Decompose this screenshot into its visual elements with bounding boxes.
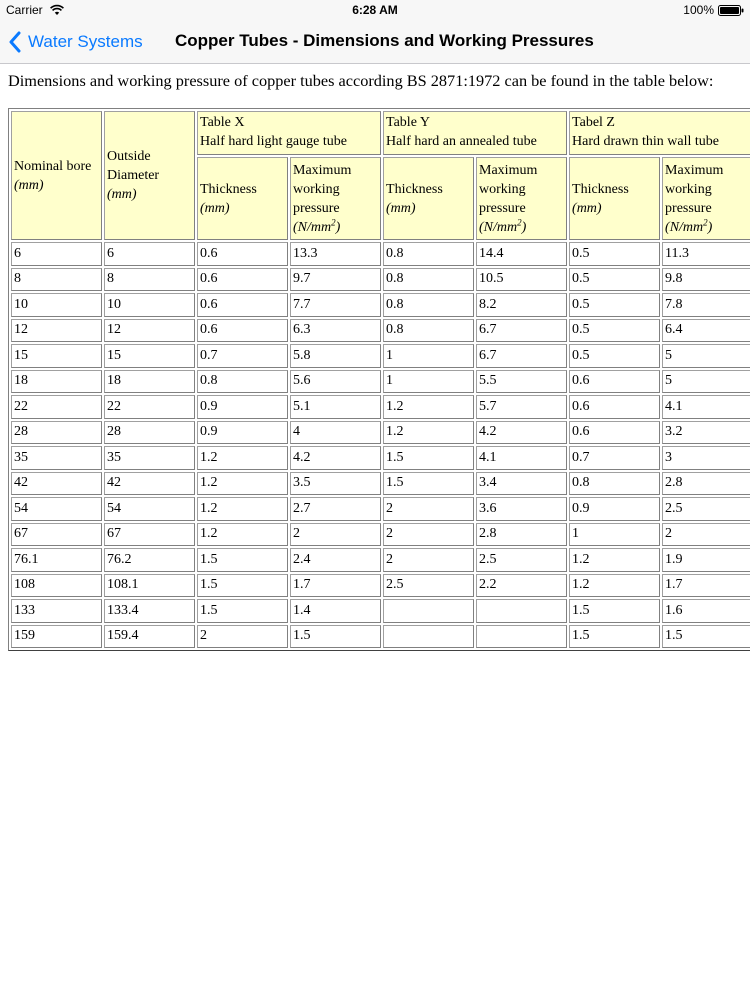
back-button[interactable] bbox=[8, 28, 143, 56]
y-pressure-cell: 6.7 bbox=[476, 344, 567, 368]
thickness-label: Thickness bbox=[200, 181, 257, 197]
pressure-unit: $(N/mm^2)$ bbox=[665, 216, 713, 235]
z-pressure-cell: 5 bbox=[662, 344, 750, 368]
y-pressure-cell: 2.8 bbox=[476, 523, 567, 547]
x-pressure-cell: 1.5 bbox=[290, 625, 381, 649]
carrier-label: Carrier bbox=[6, 3, 43, 17]
y-thickness-cell: 0.8 bbox=[383, 319, 474, 343]
pressure-label: Maximum working pressure bbox=[665, 162, 724, 216]
y-thickness-cell bbox=[383, 599, 474, 623]
outside-diameter-cell: 35 bbox=[104, 446, 195, 470]
table-row bbox=[11, 242, 750, 266]
x-pressure-cell: 7.7 bbox=[290, 293, 381, 317]
y-thickness-cell: 0.8 bbox=[383, 268, 474, 292]
x-thickness-cell: 1.5 bbox=[197, 574, 288, 598]
outside-diameter-cell: 15 bbox=[104, 344, 195, 368]
z-pressure-cell: 3.2 bbox=[662, 421, 750, 445]
z-pressure-cell: 11.3 bbox=[662, 242, 750, 266]
table-row bbox=[11, 599, 750, 623]
z-thickness-cell: 0.6 bbox=[569, 395, 660, 419]
x-pressure-cell: 4 bbox=[290, 421, 381, 445]
y-thickness-cell: 0.8 bbox=[383, 293, 474, 317]
y-pressure-cell: 8.2 bbox=[476, 293, 567, 317]
z-pressure-cell: 4.1 bbox=[662, 395, 750, 419]
z-pressure-cell: 6.4 bbox=[662, 319, 750, 343]
x-thickness-cell: 2 bbox=[197, 625, 288, 649]
x-thickness-cell: 0.7 bbox=[197, 344, 288, 368]
content-area bbox=[8, 70, 742, 651]
header-table-y bbox=[383, 111, 567, 155]
z-thickness-cell: 0.9 bbox=[569, 497, 660, 521]
outside-diameter-cell: 12 bbox=[104, 319, 195, 343]
pressure-label: Maximum working pressure bbox=[293, 162, 352, 216]
table-row bbox=[11, 268, 750, 292]
table-row bbox=[11, 319, 750, 343]
table-row bbox=[11, 574, 750, 598]
status-bar bbox=[0, 0, 750, 20]
x-thickness-cell: 0.6 bbox=[197, 319, 288, 343]
pressure-unit: $(N/mm^2)$ bbox=[293, 216, 341, 235]
y-pressure-cell: 2.2 bbox=[476, 574, 567, 598]
table-row bbox=[11, 472, 750, 496]
y-thickness-cell: 2 bbox=[383, 523, 474, 547]
x-thickness-cell: 0.6 bbox=[197, 293, 288, 317]
x-thickness-cell: 1.2 bbox=[197, 446, 288, 470]
nominal-bore-cell: 22 bbox=[11, 395, 102, 419]
table-row bbox=[11, 523, 750, 547]
x-pressure-cell: 1.7 bbox=[290, 574, 381, 598]
x-pressure-cell: 2.7 bbox=[290, 497, 381, 521]
z-thickness-cell: 1.2 bbox=[569, 574, 660, 598]
y-pressure-cell bbox=[476, 625, 567, 649]
header-y-pressure bbox=[476, 157, 567, 240]
x-thickness-cell: 1.5 bbox=[197, 548, 288, 572]
table-x-name: Table X bbox=[200, 115, 245, 130]
y-pressure-cell: 10.5 bbox=[476, 268, 567, 292]
x-thickness-cell: 0.6 bbox=[197, 268, 288, 292]
intro-text: Dimensions and working pressure of copper tubes according BS 2871:1972 can be found in the table below: bbox=[8, 71, 714, 90]
x-thickness-cell: 1.5 bbox=[197, 599, 288, 623]
table-row bbox=[11, 497, 750, 521]
y-thickness-cell: 1 bbox=[383, 370, 474, 394]
outside-diameter-cell: 10 bbox=[104, 293, 195, 317]
y-pressure-cell: 3.4 bbox=[476, 472, 567, 496]
y-thickness-cell: 1 bbox=[383, 344, 474, 368]
y-thickness-cell: 2.5 bbox=[383, 574, 474, 598]
x-thickness-cell: 1.2 bbox=[197, 497, 288, 521]
x-thickness-cell: 0.6 bbox=[197, 242, 288, 266]
nominal-bore-unit: (mm) bbox=[14, 177, 44, 193]
z-thickness-cell: 0.5 bbox=[569, 319, 660, 343]
thickness-unit: (mm) bbox=[386, 200, 416, 216]
x-pressure-cell: 3.5 bbox=[290, 472, 381, 496]
x-thickness-cell: 0.8 bbox=[197, 370, 288, 394]
page-title: Copper Tubes - Dimensions and Working Pressures bbox=[175, 31, 594, 50]
y-thickness-cell: 2 bbox=[383, 548, 474, 572]
outside-diameter-unit: (mm) bbox=[107, 187, 137, 202]
z-thickness-cell: 0.5 bbox=[569, 242, 660, 266]
table-row bbox=[11, 344, 750, 368]
x-pressure-cell: 2 bbox=[290, 523, 381, 547]
header-nominal-bore bbox=[11, 111, 102, 240]
y-thickness-cell: 1.5 bbox=[383, 446, 474, 470]
x-pressure-cell: 4.2 bbox=[290, 446, 381, 470]
x-thickness-cell: 1.2 bbox=[197, 472, 288, 496]
table-row bbox=[11, 421, 750, 445]
table-x-desc: Half hard light gauge tube bbox=[200, 134, 347, 149]
y-thickness-cell: 2 bbox=[383, 497, 474, 521]
thickness-label: Thickness bbox=[572, 181, 629, 197]
table-y-desc: Half hard an annealed tube bbox=[386, 134, 537, 149]
x-thickness-cell: 0.9 bbox=[197, 395, 288, 419]
z-pressure-cell: 2.5 bbox=[662, 497, 750, 521]
nominal-bore-cell: 35 bbox=[11, 446, 102, 470]
table-row bbox=[11, 625, 750, 649]
x-thickness-cell: 0.9 bbox=[197, 421, 288, 445]
z-thickness-cell: 1 bbox=[569, 523, 660, 547]
status-time: 6:28 AM bbox=[352, 3, 398, 17]
y-pressure-cell bbox=[476, 599, 567, 623]
table-body bbox=[11, 242, 750, 648]
nominal-bore-cell: 42 bbox=[11, 472, 102, 496]
x-pressure-cell: 5.1 bbox=[290, 395, 381, 419]
z-pressure-cell: 5 bbox=[662, 370, 750, 394]
header-table-z bbox=[569, 111, 750, 155]
nominal-bore-cell: 67 bbox=[11, 523, 102, 547]
table-row bbox=[11, 395, 750, 419]
outside-diameter-cell: 76.2 bbox=[104, 548, 195, 572]
thickness-unit: (mm) bbox=[572, 200, 602, 216]
z-pressure-cell: 2.8 bbox=[662, 472, 750, 496]
z-thickness-cell: 0.5 bbox=[569, 268, 660, 292]
z-pressure-cell: 1.6 bbox=[662, 599, 750, 623]
outside-diameter-cell: 8 bbox=[104, 268, 195, 292]
y-pressure-cell: 5.7 bbox=[476, 395, 567, 419]
x-pressure-cell: 6.3 bbox=[290, 319, 381, 343]
nominal-bore-cell: 108 bbox=[11, 574, 102, 598]
z-thickness-cell: 0.6 bbox=[569, 370, 660, 394]
outside-diameter-cell: 18 bbox=[104, 370, 195, 394]
outside-diameter-cell: 159.4 bbox=[104, 625, 195, 649]
back-button-label: Water Systems bbox=[28, 32, 143, 51]
y-pressure-cell: 4.2 bbox=[476, 421, 567, 445]
x-pressure-cell: 5.6 bbox=[290, 370, 381, 394]
z-pressure-cell: 9.8 bbox=[662, 268, 750, 292]
outside-diameter-cell: 133.4 bbox=[104, 599, 195, 623]
header-z-thickness bbox=[569, 157, 660, 240]
nominal-bore-cell: 76.1 bbox=[11, 548, 102, 572]
z-thickness-cell: 0.5 bbox=[569, 293, 660, 317]
table-row bbox=[11, 370, 750, 394]
y-pressure-cell: 5.5 bbox=[476, 370, 567, 394]
nominal-bore-cell: 6 bbox=[11, 242, 102, 266]
header-outside-diameter bbox=[104, 111, 195, 240]
nominal-bore-cell: 8 bbox=[11, 268, 102, 292]
pressure-label: Maximum working pressure bbox=[479, 162, 538, 216]
outside-diameter-cell: 6 bbox=[104, 242, 195, 266]
z-thickness-cell: 0.5 bbox=[569, 344, 660, 368]
nominal-bore-cell: 54 bbox=[11, 497, 102, 521]
copper-tube-table bbox=[8, 108, 750, 651]
pressure-unit: $(N/mm^2)$ bbox=[479, 216, 527, 235]
x-pressure-cell: 5.8 bbox=[290, 344, 381, 368]
z-pressure-cell: 7.8 bbox=[662, 293, 750, 317]
nominal-bore-cell: 28 bbox=[11, 421, 102, 445]
table-row bbox=[11, 293, 750, 317]
nominal-bore-label: Nominal bore bbox=[14, 158, 92, 174]
table-z-desc: Hard drawn thin wall tube bbox=[572, 134, 719, 149]
nominal-bore-cell: 12 bbox=[11, 319, 102, 343]
y-pressure-cell: 6.7 bbox=[476, 319, 567, 343]
navigation-bar bbox=[0, 20, 750, 64]
y-pressure-cell: 3.6 bbox=[476, 497, 567, 521]
nominal-bore-cell: 159 bbox=[11, 625, 102, 649]
z-pressure-cell: 3 bbox=[662, 446, 750, 470]
thickness-label: Thickness bbox=[386, 181, 443, 197]
header-y-thickness bbox=[383, 157, 474, 240]
z-thickness-cell: 0.8 bbox=[569, 472, 660, 496]
outside-diameter-cell: 67 bbox=[104, 523, 195, 547]
y-thickness-cell bbox=[383, 625, 474, 649]
outside-diameter-cell: 54 bbox=[104, 497, 195, 521]
x-pressure-cell: 9.7 bbox=[290, 268, 381, 292]
y-thickness-cell: 1.2 bbox=[383, 395, 474, 419]
chevron-left-icon bbox=[8, 31, 22, 53]
x-pressure-cell: 13.3 bbox=[290, 242, 381, 266]
header-x-pressure bbox=[290, 157, 381, 240]
x-thickness-cell: 1.2 bbox=[197, 523, 288, 547]
table-row bbox=[11, 548, 750, 572]
battery-percent: 100% bbox=[683, 3, 714, 17]
nominal-bore-cell: 133 bbox=[11, 599, 102, 623]
y-pressure-cell: 4.1 bbox=[476, 446, 567, 470]
y-pressure-cell: 14.4 bbox=[476, 242, 567, 266]
nominal-bore-cell: 10 bbox=[11, 293, 102, 317]
table-z-name: Tabel Z bbox=[572, 115, 615, 130]
header-z-pressure bbox=[662, 157, 750, 240]
z-thickness-cell: 1.2 bbox=[569, 548, 660, 572]
nominal-bore-cell: 15 bbox=[11, 344, 102, 368]
x-pressure-cell: 2.4 bbox=[290, 548, 381, 572]
nominal-bore-cell: 18 bbox=[11, 370, 102, 394]
header-x-thickness bbox=[197, 157, 288, 240]
outside-diameter-cell: 22 bbox=[104, 395, 195, 419]
outside-diameter-cell: 42 bbox=[104, 472, 195, 496]
z-pressure-cell: 1.5 bbox=[662, 625, 750, 649]
table-y-name: Table Y bbox=[386, 115, 430, 130]
outside-diameter-label: Outside Diameter bbox=[107, 149, 160, 183]
z-thickness-cell: 1.5 bbox=[569, 599, 660, 623]
outside-diameter-cell: 108.1 bbox=[104, 574, 195, 598]
y-thickness-cell: 1.5 bbox=[383, 472, 474, 496]
table-row bbox=[11, 446, 750, 470]
z-thickness-cell: 0.7 bbox=[569, 446, 660, 470]
y-thickness-cell: 0.8 bbox=[383, 242, 474, 266]
x-pressure-cell: 1.4 bbox=[290, 599, 381, 623]
z-thickness-cell: 0.6 bbox=[569, 421, 660, 445]
z-pressure-cell: 2 bbox=[662, 523, 750, 547]
z-pressure-cell: 1.9 bbox=[662, 548, 750, 572]
y-pressure-cell: 2.5 bbox=[476, 548, 567, 572]
y-thickness-cell: 1.2 bbox=[383, 421, 474, 445]
thickness-unit: (mm) bbox=[200, 200, 230, 216]
z-thickness-cell: 1.5 bbox=[569, 625, 660, 649]
header-table-x bbox=[197, 111, 381, 155]
outside-diameter-cell: 28 bbox=[104, 421, 195, 445]
z-pressure-cell: 1.7 bbox=[662, 574, 750, 598]
battery-icon bbox=[718, 5, 744, 16]
